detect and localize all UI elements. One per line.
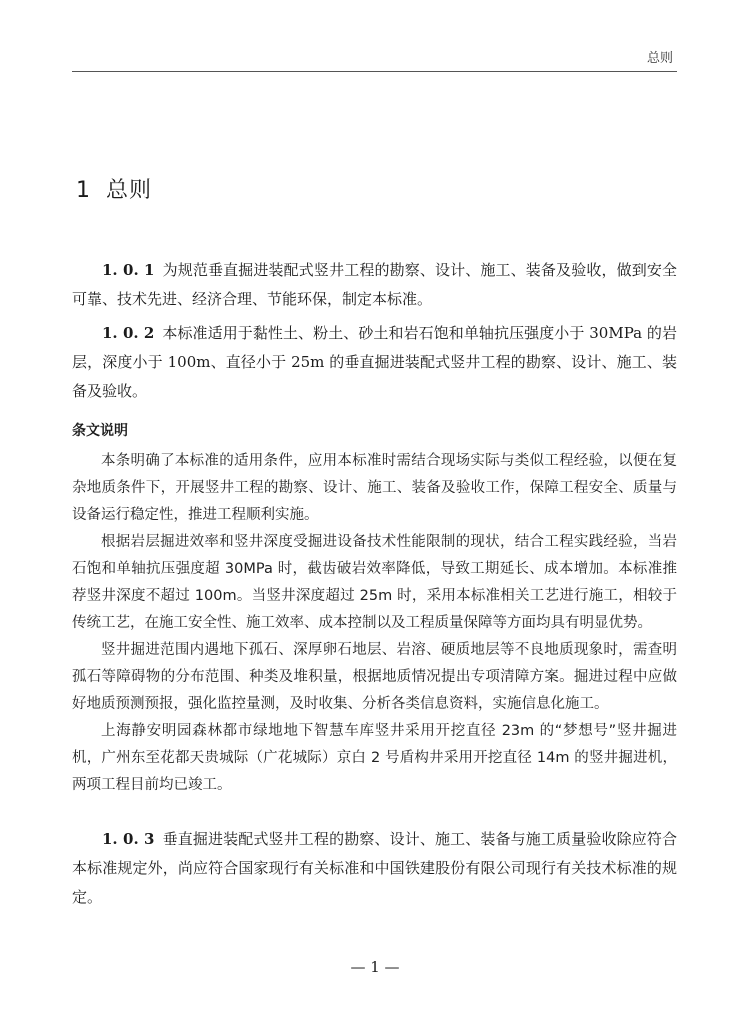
- chapter-title: [76, 173, 152, 204]
- clause-text: 为规范垂直掘进装配式竖井工程的勘察、设计、施工、装备及验收，做到安全可靠、技术先进、经济合理、节能环保，制定本标准。: [72, 261, 677, 308]
- clause-1-0-3: [72, 825, 677, 912]
- clause-text: 本标准适用于黏性土、粉土、砂土和岩石饱和单轴抗压强度小于 30MPa 的岩层，深度小于 100m、直径小于 25m 的垂直掘进装配式竖井工程的勘察、设计、施工、装备及验收。: [72, 324, 677, 400]
- explanation-paragraph: 上海静安明园森林都市绿地地下智慧车库竖井采用开挖直径 23m 的“梦想号”竖井掘进机，广州东至花都天贵城际（广花城际）京白 2 号盾构井采用开挖直径 14m 的竖井掘进机，两项工程目前均已竣工。: [72, 723, 677, 793]
- chapter-number: 1: [76, 177, 91, 203]
- explanation-paragraph: 本条明确了本标准的适用条件，应用本标准时需结合现场实际与类似工程经验，以便在复杂地质条件下，开展竖井工程的勘察、设计、施工、装备及验收工作，保障工程安全、质量与设备运行稳定性，推进工程顺利实施。: [72, 453, 677, 523]
- explanation-paragraph: 根据岩层掘进效率和竖井深度受掘进设备技术性能限制的现状，结合工程实践经验，当岩石饱和单轴抗压强度超 30MPa 时，截齿破岩效率降低，导致工期延长、成本增加。本标准推荐竖井深度不超过 100m。当竖井深度超过 25m 时，采用本标准相关工艺进行施工，相较于传统工艺，在施工安全性、施工效率、成本控制以及工程质量保障等方面均具有明显优势。: [72, 534, 677, 631]
- explanation-heading: 条文说明: [72, 423, 128, 439]
- clause-number: 1. 0. 3: [102, 830, 155, 848]
- clause-text: 垂直掘进装配式竖井工程的勘察、设计、施工、装备与施工质量验收除应符合本标准规定外，尚应符合国家现行有关标准和中国铁建股份有限公司现行有关技术标准的规定。: [72, 830, 677, 906]
- header-rule: [72, 71, 677, 72]
- clause-number: 1. 0. 2: [102, 324, 155, 342]
- clause-number: 1. 0. 1: [102, 261, 155, 279]
- explanation-body: [72, 448, 677, 799]
- chapter-title-text: 总则: [106, 177, 153, 203]
- running-header: 总则: [646, 51, 673, 66]
- page-number: — 1 —: [350, 958, 400, 976]
- explanation-paragraph: 竖井掘进范围内遇地下孤石、深厚卵石地层、岩溶、硬质地层等不良地质现象时，需查明孤石等障碍物的分布范围、种类及堆积量，根据地质情况提出专项清障方案。掘进过程中应做好地质预测预报，强化监控量测，及时收集、分析各类信息资料，实施信息化施工。: [72, 642, 677, 712]
- clause-1-0-1: [72, 256, 677, 314]
- clause-1-0-2: [72, 319, 677, 406]
